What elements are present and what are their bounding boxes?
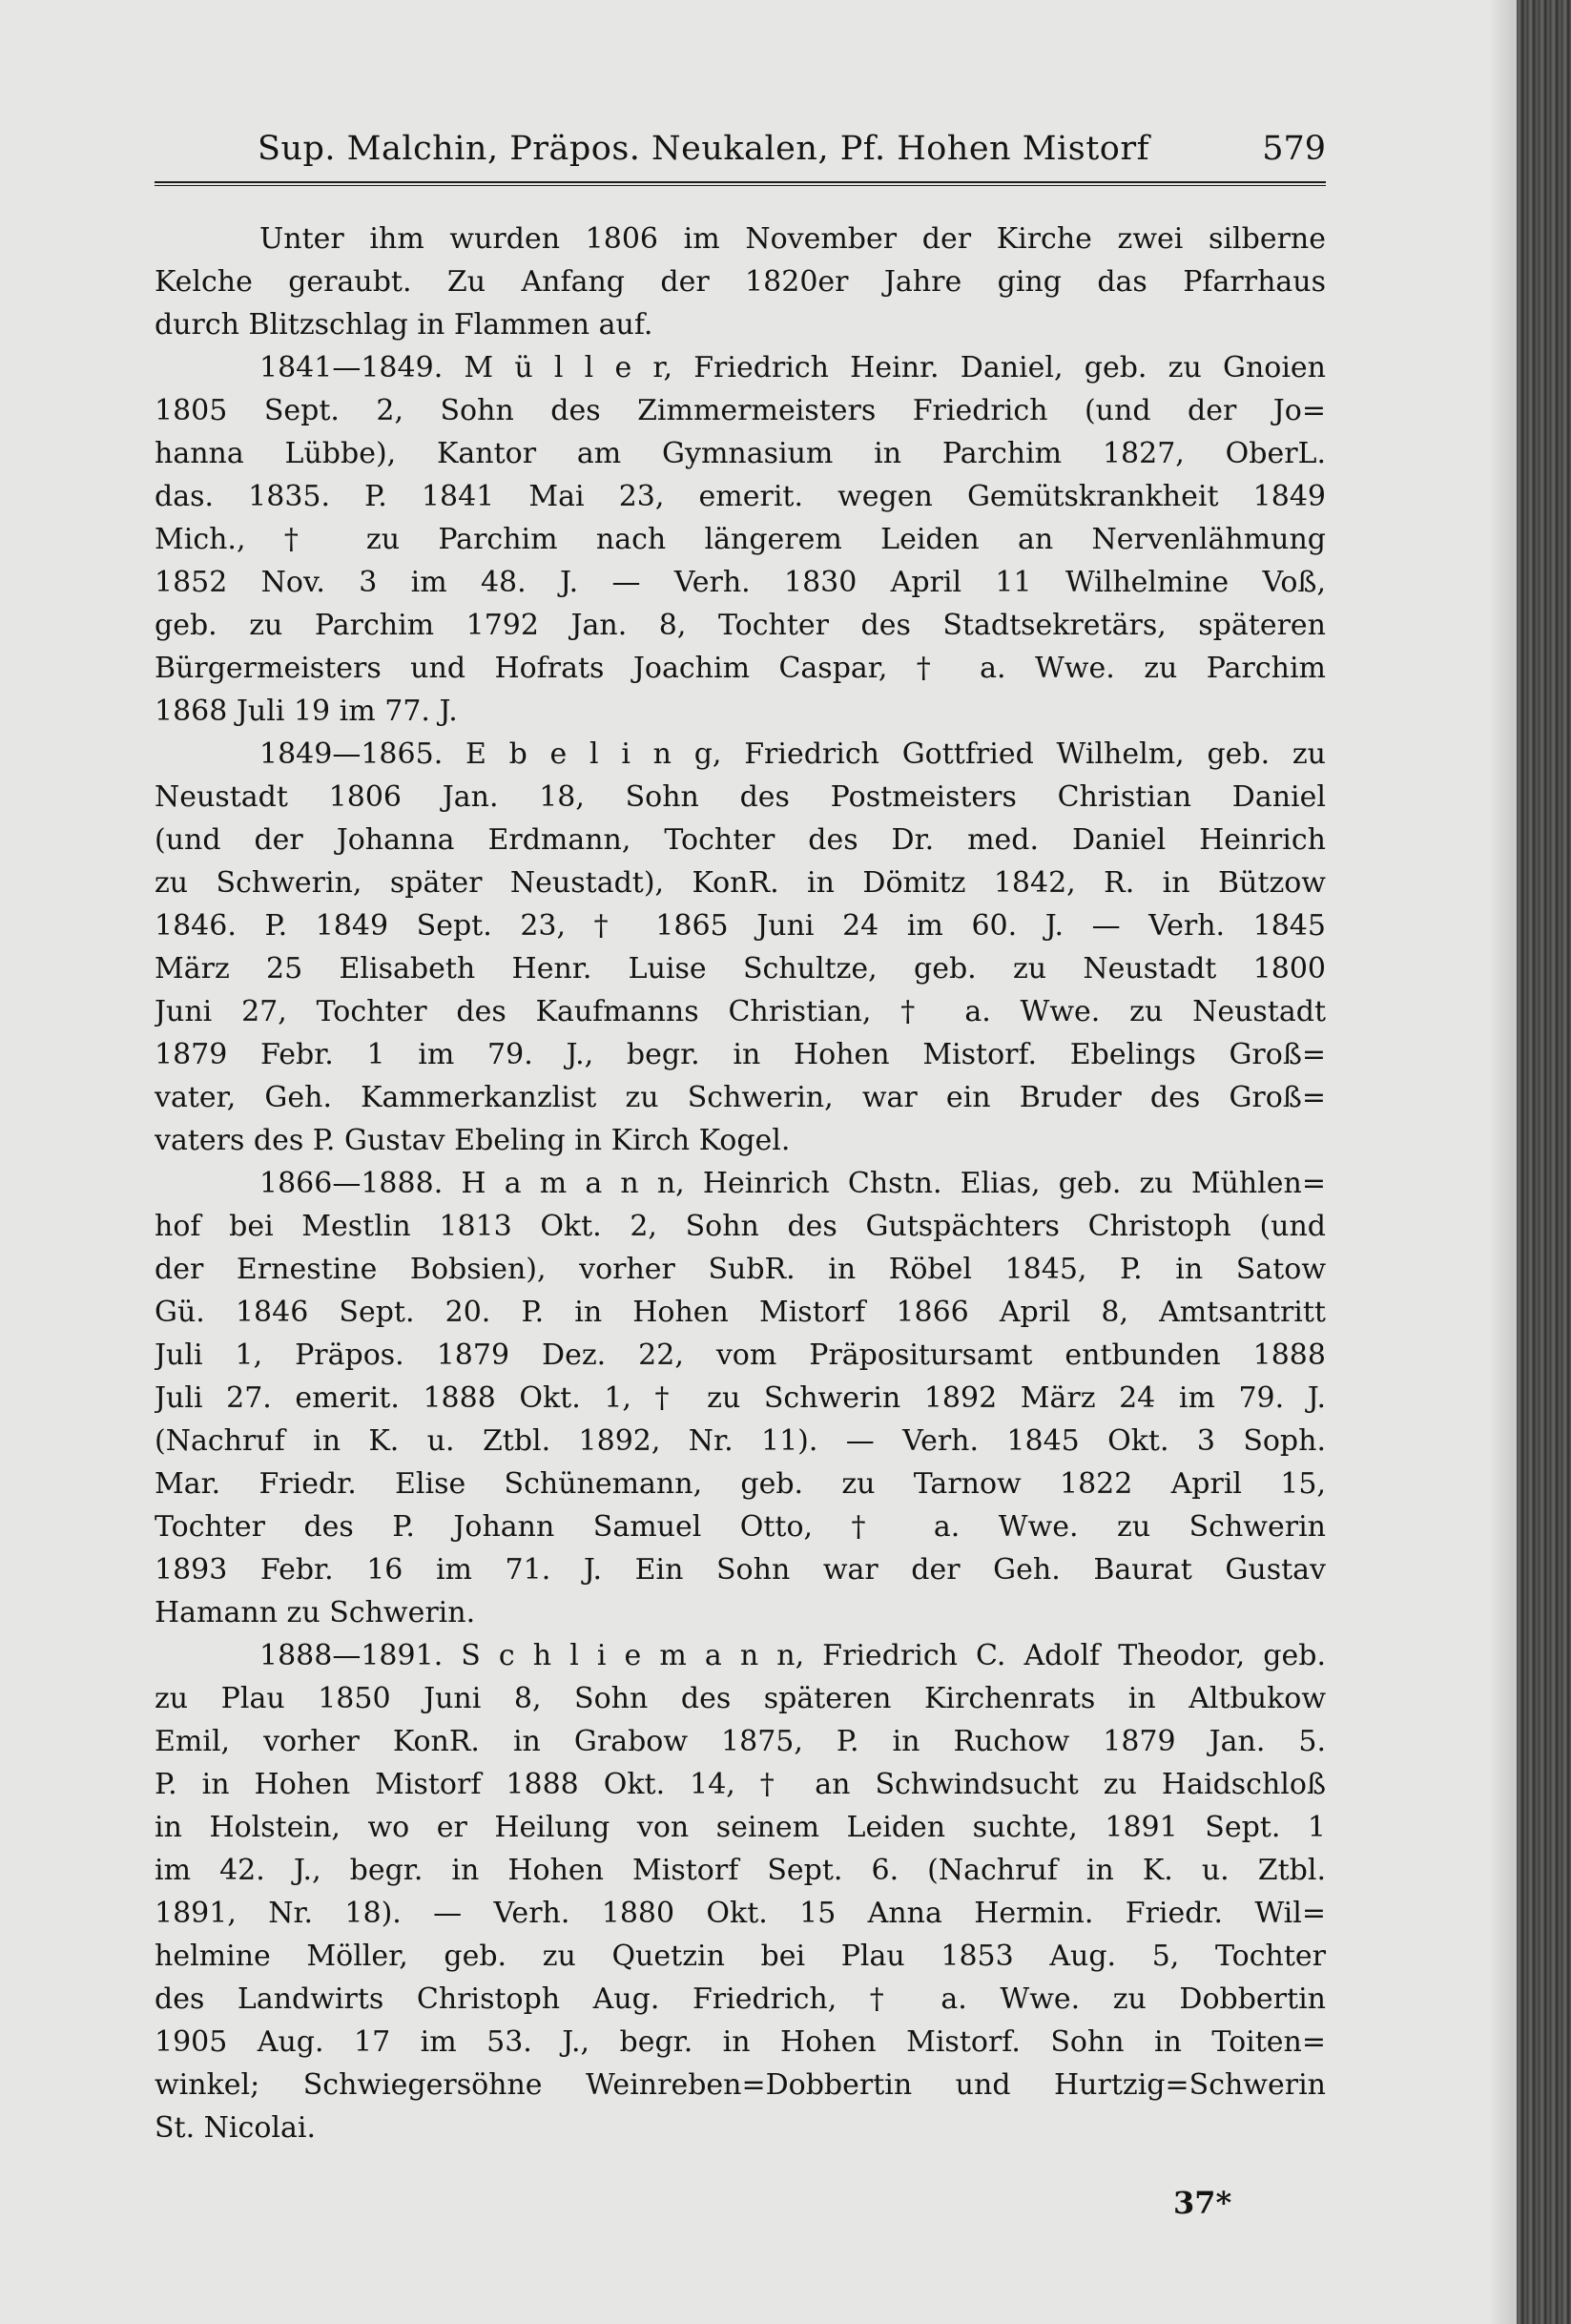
body-text	[155, 218, 1326, 2149]
text-line: Juli 27. emerit. 1888 Okt. 1, † zu Schwerin 1892 März 24 im 79. J.	[155, 1381, 1326, 1415]
paragraph-hamann	[155, 1162, 1326, 1634]
text-line: St. Nicolai.	[155, 2111, 316, 2145]
text-line: Mich., † zu Parchim nach längerem Leiden an Nervenlähmung	[155, 523, 1326, 556]
text-line: vaters des P. Gustav Ebeling in Kirch Kogel.	[155, 1124, 791, 1157]
text-line: 1849—1865. E b e l i n g, Friedrich Gottfried Wilhelm, geb. zu	[259, 737, 1326, 771]
text-line: (und der Johanna Erdmann, Tochter des Dr. med. Daniel Heinrich	[155, 823, 1326, 857]
text-line: Juli 1, Präpos. 1879 Dez. 22, vom Präpositursamt entbunden 1888	[155, 1338, 1326, 1372]
text-line: Juni 27, Tochter des Kaufmanns Christian, † a. Wwe. zu Neustadt	[155, 995, 1326, 1028]
text-line: 1905 Aug. 17 im 53. J., begr. in Hohen Mistorf. Sohn in Toiten=	[155, 2025, 1326, 2059]
text-line: winkel; Schwiegersöhne Weinreben=Dobbertin und Hurtzig=Schwerin	[155, 2068, 1326, 2102]
paragraph-mueller	[155, 346, 1326, 733]
text-line: hof bei Mestlin 1813 Okt. 2, Sohn des Gutspächters Christoph (und	[155, 1210, 1326, 1243]
text-line: Tochter des P. Johann Samuel Otto, † a. Wwe. zu Schwerin	[155, 1510, 1326, 1544]
text-line: zu Plau 1850 Juni 8, Sohn des späteren Kirchenrats in Altbukow	[155, 1682, 1326, 1715]
text-line: in Holstein, wo er Heilung von seinem Leiden suchte, 1891 Sept. 1	[155, 1811, 1326, 1844]
text-line: Emil, vorher KonR. in Grabow 1875, P. in Ruchow 1879 Jan. 5.	[155, 1725, 1326, 1758]
page-number: 579	[1262, 130, 1326, 168]
text-line: des Landwirts Christoph Aug. Friedrich, † a. Wwe. zu Dobbertin	[155, 1982, 1326, 2016]
text-line: März 25 Elisabeth Henr. Luise Schultze, geb. zu Neustadt 1800	[155, 952, 1326, 986]
text-line: Kelche geraubt. Zu Anfang der 1820er Jahre ging das Pfarrhaus	[155, 265, 1326, 299]
text-line: geb. zu Parchim 1792 Jan. 8, Tochter des Stadtsekretärs, späteren	[155, 609, 1326, 642]
text-line: 1846. P. 1849 Sept. 23, † 1865 Juni 24 im 60. J. — Verh. 1845	[155, 909, 1326, 943]
text-line: 1868 Juli 19 im 77. J.	[155, 695, 458, 728]
text-line: Neustadt 1806 Jan. 18, Sohn des Postmeisters Christian Daniel	[155, 780, 1326, 814]
text-line: 1879 Febr. 1 im 79. J., begr. in Hohen Mistorf. Ebelings Groß=	[155, 1038, 1326, 1071]
running-title: Sup. Malchin, Präpos. Neukalen, Pf. Hohen Mistorf	[258, 130, 1150, 168]
text-line: das. 1835. P. 1841 Mai 23, emerit. wegen Gemütskrankheit 1849	[155, 480, 1326, 513]
paragraph-ebeling	[155, 733, 1326, 1162]
text-line: im 42. J., begr. in Hohen Mistorf Sept. 6. (Nachruf in K. u. Ztbl.	[155, 1854, 1326, 1887]
text-line: 1805 Sept. 2, Sohn des Zimmermeisters Friedrich (und der Jo=	[155, 394, 1326, 427]
header-rule	[155, 181, 1326, 186]
text-line: Unter ihm wurden 1806 im November der Kirche zwei silberne	[259, 222, 1326, 256]
paragraph-schliemann	[155, 1634, 1326, 2149]
text-line: 1893 Febr. 16 im 71. J. Ein Sohn war der Geh. Baurat Gustav	[155, 1553, 1326, 1587]
text-line: Hamann zu Schwerin.	[155, 1596, 476, 1629]
paragraph-church-robbery	[155, 218, 1326, 346]
text-line: 1866—1888. H a m a n n, Heinrich Chstn. Elias, geb. zu Mühlen=	[259, 1167, 1326, 1200]
text-line: 1841—1849. M ü l l e r, Friedrich Heinr. Daniel, geb. zu Gnoien	[259, 351, 1326, 384]
text-line: der Ernestine Bobsien), vorher SubR. in Röbel 1845, P. in Satow	[155, 1253, 1326, 1286]
text-line: 1852 Nov. 3 im 48. J. — Verh. 1830 April 11 Wilhelmine Voß,	[155, 566, 1326, 599]
text-line: Gü. 1846 Sept. 20. P. in Hohen Mistorf 1866 April 8, Amtsantritt	[155, 1296, 1326, 1329]
text-line: 1891, Nr. 18). — Verh. 1880 Okt. 15 Anna Hermin. Friedr. Wil=	[155, 1897, 1326, 1930]
text-line: durch Blitzschlag in Flammen auf.	[155, 308, 653, 342]
text-line: 1888—1891. S c h l i e m a n n, Friedrich C. Adolf Theodor, geb.	[259, 1639, 1326, 1672]
book-page-edges	[1517, 0, 1571, 2324]
text-line: zu Schwerin, später Neustadt), KonR. in Dömitz 1842, R. in Bützow	[155, 866, 1326, 900]
text-line: (Nachruf in K. u. Ztbl. 1892, Nr. 11). — Verh. 1845 Okt. 3 Soph.	[155, 1424, 1326, 1458]
text-line: vater, Geh. Kammerkanzlist zu Schwerin, war ein Bruder des Groß=	[155, 1081, 1326, 1114]
page-gutter-shadow	[1488, 0, 1517, 2324]
text-line: P. in Hohen Mistorf 1888 Okt. 14, † an Schwindsucht zu Haidschloß	[155, 1768, 1326, 1801]
text-line: hanna Lübbe), Kantor am Gymnasium in Parchim 1827, OberL.	[155, 437, 1326, 470]
page-header	[155, 126, 1326, 179]
text-line: helmine Möller, geb. zu Quetzin bei Plau 1853 Aug. 5, Tochter	[155, 1940, 1326, 1973]
text-line: Bürgermeisters und Hofrats Joachim Caspar, † a. Wwe. zu Parchim	[155, 652, 1326, 685]
sheet-signature: 37*	[1173, 2185, 1232, 2221]
text-line: Mar. Friedr. Elise Schünemann, geb. zu Tarnow 1822 April 15,	[155, 1467, 1326, 1501]
